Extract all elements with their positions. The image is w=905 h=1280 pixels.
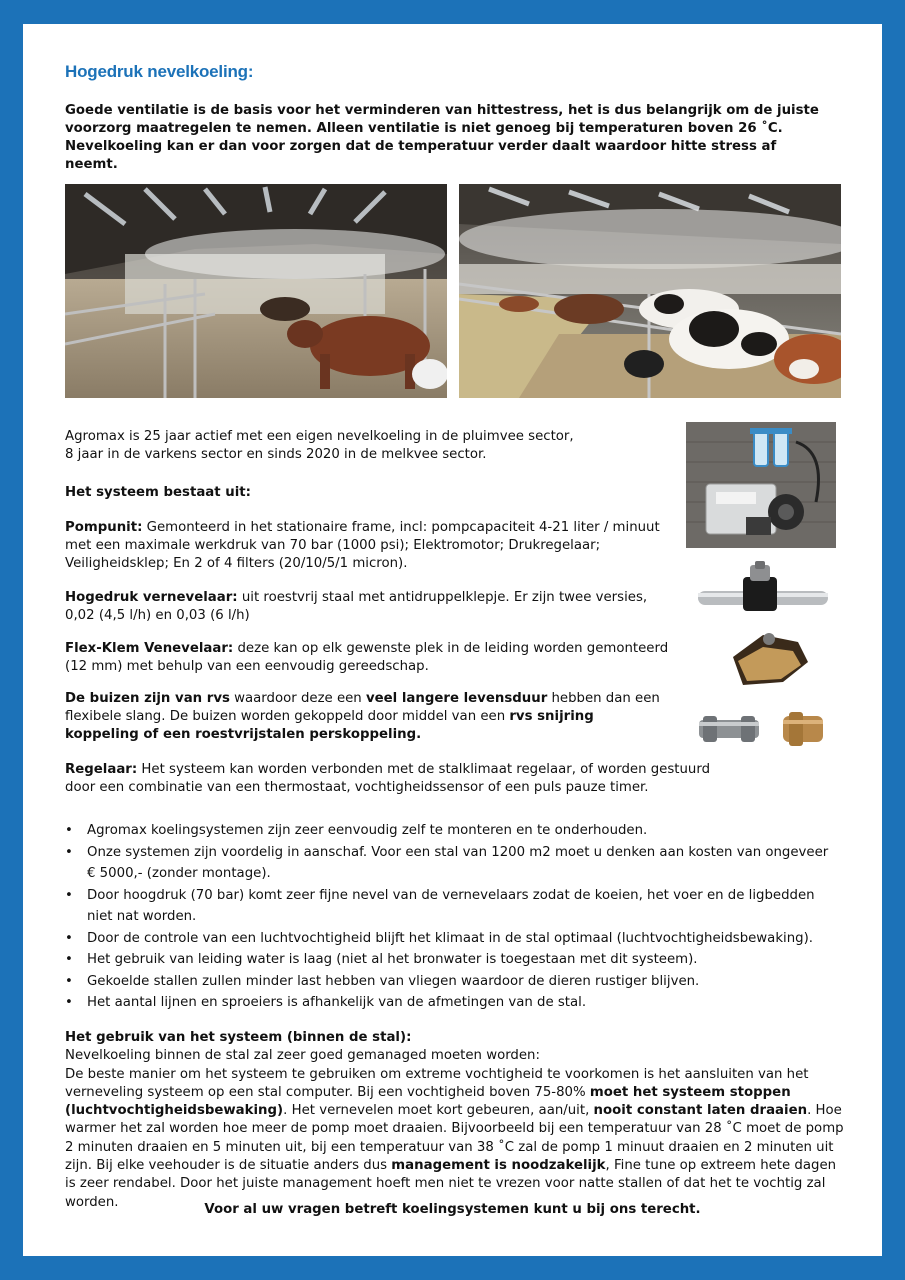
buizen-bold-1: De buizen zijn van rvs <box>65 691 230 706</box>
buizen-bold-3: rvs snijring koppeling of een roestvrijstalen perskoppeling. <box>65 709 594 742</box>
agromax-line-1: Agromax is 25 jaar actief met een eigen nevelkoeling in de pluimvee sector, <box>65 429 574 444</box>
pompunit-label: Pompunit: <box>65 520 143 535</box>
barn-photo-left <box>65 184 447 398</box>
usage-bold-1: moet het systeem stoppen (luchtvochtigheidsbewaking) <box>65 1084 791 1119</box>
usage-text-3: . Hoe warmer het zal worden hoe meer de pomp moet draaien. Bijvoorbeeld bij een temperatuur van 28 ˚C moet de pomp 2 minuten draaien en 5 minuten uit, bij een temperatuur van 38 ˚C zal de pomp 1 minuut draaien en 2 minuten uit zijn. Bij elke veehouder is de situatie anders dus <box>65 1103 844 1174</box>
usage-bold-3: management is noodzakelijk <box>391 1158 606 1174</box>
buizen-text-1: waardoor deze een <box>229 691 366 706</box>
list-item-text: Het aantal lijnen en sproeiers is afhankelijk van de afmetingen van de stal. <box>87 995 587 1010</box>
list-item <box>65 949 835 971</box>
intro-paragraph: Goede ventilatie is de basis voor het verminderen van hittestress, het is dus belangrijk om de juiste voorzorg maatregelen te nemen. Alleen ventilatie is niet genoeg bij temperaturen boven 26 ˚C. Nevelkoeling kan er dan voor zorgen dat de temperatuur verder daalt waardoor hitte stress af neemt. <box>65 103 819 172</box>
flexklem-text: deze kan op elk gewenste plek in de leiding worden gemonteerd (12 mm) met behulp van een eenvoudig gereedschap. <box>65 641 669 674</box>
list-item-text: Het gebruik van leiding water is laag (niet al het bronwater is toegestaan met dit systeem). <box>87 952 698 967</box>
agromax-line-2: 8 jaar in de varkens sector en sinds 2020 in de melkvee sector. <box>65 447 487 462</box>
pompunit-text: Gemonteerd in het stationaire frame, incl: pompcapaciteit 4-21 liter / minuut met een maximale werkdruk van 70 bar (1000 psi); Elektromotor; Drukregelaar; Veiligheidsklep; En 2 of 4 filters (20/10/5/1 micron). <box>65 520 660 571</box>
vernevelaar-nozzle-photo <box>698 559 828 619</box>
vernevelaar-label: Hogedruk vernevelaar: <box>65 590 238 605</box>
bullet-marker: • <box>65 930 73 946</box>
vernevelaar-text: uit roestvrij staal met antidruppelklepje. Er zijn twee versies, 0,02 (4,5 l/h) en 0,03 (6 l/h) <box>65 590 648 623</box>
barn-photo-right <box>459 184 841 398</box>
bullet-marker: • <box>65 952 73 967</box>
system-heading-text: Het systeem bestaat uit: <box>65 485 251 500</box>
list-item <box>65 885 835 928</box>
list-item <box>65 928 835 950</box>
usage-body <box>65 1066 845 1212</box>
list-item <box>65 992 835 1014</box>
page-title: Hogedruk nevelkoeling: <box>65 62 254 81</box>
list-item-text: Agromax koelingsystemen zijn zeer eenvoudig zelf te monteren en te onderhouden. <box>87 823 648 838</box>
usage-heading <box>65 1029 845 1047</box>
pompunit-paragraph <box>65 519 665 573</box>
flexklem-paragraph <box>65 640 677 676</box>
vernevelaar-paragraph <box>65 589 655 625</box>
agromax-intro <box>65 428 665 464</box>
usage-section <box>65 1029 845 1212</box>
koppeling-photo <box>691 702 833 757</box>
buizen-text-2: hebben dan een flexibele slang. De buizen worden gekoppeld door middel van een <box>65 691 660 724</box>
list-item <box>65 971 835 993</box>
buizen-bold-2: veel langere levensduur <box>365 691 548 706</box>
list-item <box>65 820 835 842</box>
list-item-text: Onze systemen zijn voordelig in aanschaf. Voor een stal van 1200 m2 moet u denken aan kosten van ongeveer € 5000,- (zonder montage). <box>87 844 829 881</box>
buizen-paragraph <box>65 690 665 744</box>
regelaar-paragraph <box>65 761 715 797</box>
list-item-text: Door de controle van een luchtvochtigheid blijft het klimaat in de stal optimaal (luchtvochtigheidsbewaking). <box>87 930 814 946</box>
list-item <box>65 842 835 885</box>
page <box>23 24 882 1256</box>
usage-text-1: De beste manier om het systeem te gebruiken om extreme vochtigheid te voorkomen is het aansluiten van het verneveling systeem op een stal computer. Bij een vochtigheid boven 75-80% <box>65 1066 809 1100</box>
bullet-marker: • <box>65 844 73 860</box>
bullet-marker: • <box>65 823 73 838</box>
usage-bold-2: nooit constant laten draaien <box>593 1103 808 1119</box>
usage-text-4: , Fine tune op extreem hete dagen is zeer rendabel. Door het juiste management hoeft men niet te vrezen voor natte stallen of dat het te vochtig zal worden. <box>65 1158 837 1210</box>
bullet-marker: • <box>65 973 73 989</box>
pomp-unit-photo <box>686 422 836 548</box>
list-item-text: Door hoogdruk (70 bar) komt zeer fijne nevel van de vernevelaars zodat de koeien, het voer en de ligbedden niet nat worden. <box>87 887 815 924</box>
system-heading <box>65 484 251 502</box>
bullet-marker: • <box>65 995 73 1010</box>
usage-line-1: Nevelkoeling binnen de stal zal zeer goed gemanaged moeten worden: <box>65 1048 540 1064</box>
usage-heading-text: Het gebruik van het systeem (binnen de stal): <box>65 1030 412 1045</box>
benefits-list <box>65 820 835 1014</box>
closing-statement: Voor al uw vragen betreft koelingsystemen kunt u bij ons terecht. <box>204 1202 701 1217</box>
bullet-marker: • <box>65 887 73 903</box>
list-item-text: Gekoelde stallen zullen minder last hebben van vliegen waardoor de dieren rustiger blijven. <box>87 973 700 989</box>
usage-text-2: . Het vernevelen moet kort gebeuren, aan/uit, <box>283 1103 594 1119</box>
flex-klem-photo <box>723 627 813 692</box>
regelaar-label: Regelaar: <box>65 762 138 777</box>
regelaar-text: Het systeem kan worden verbonden met de stalklimaat regelaar, of worden gestuurd door een combinatie van een thermostaat, vochtigheidssensor of een puls pauze timer. <box>65 762 711 795</box>
flexklem-label: Flex-Klem Venevelaar: <box>65 641 234 656</box>
